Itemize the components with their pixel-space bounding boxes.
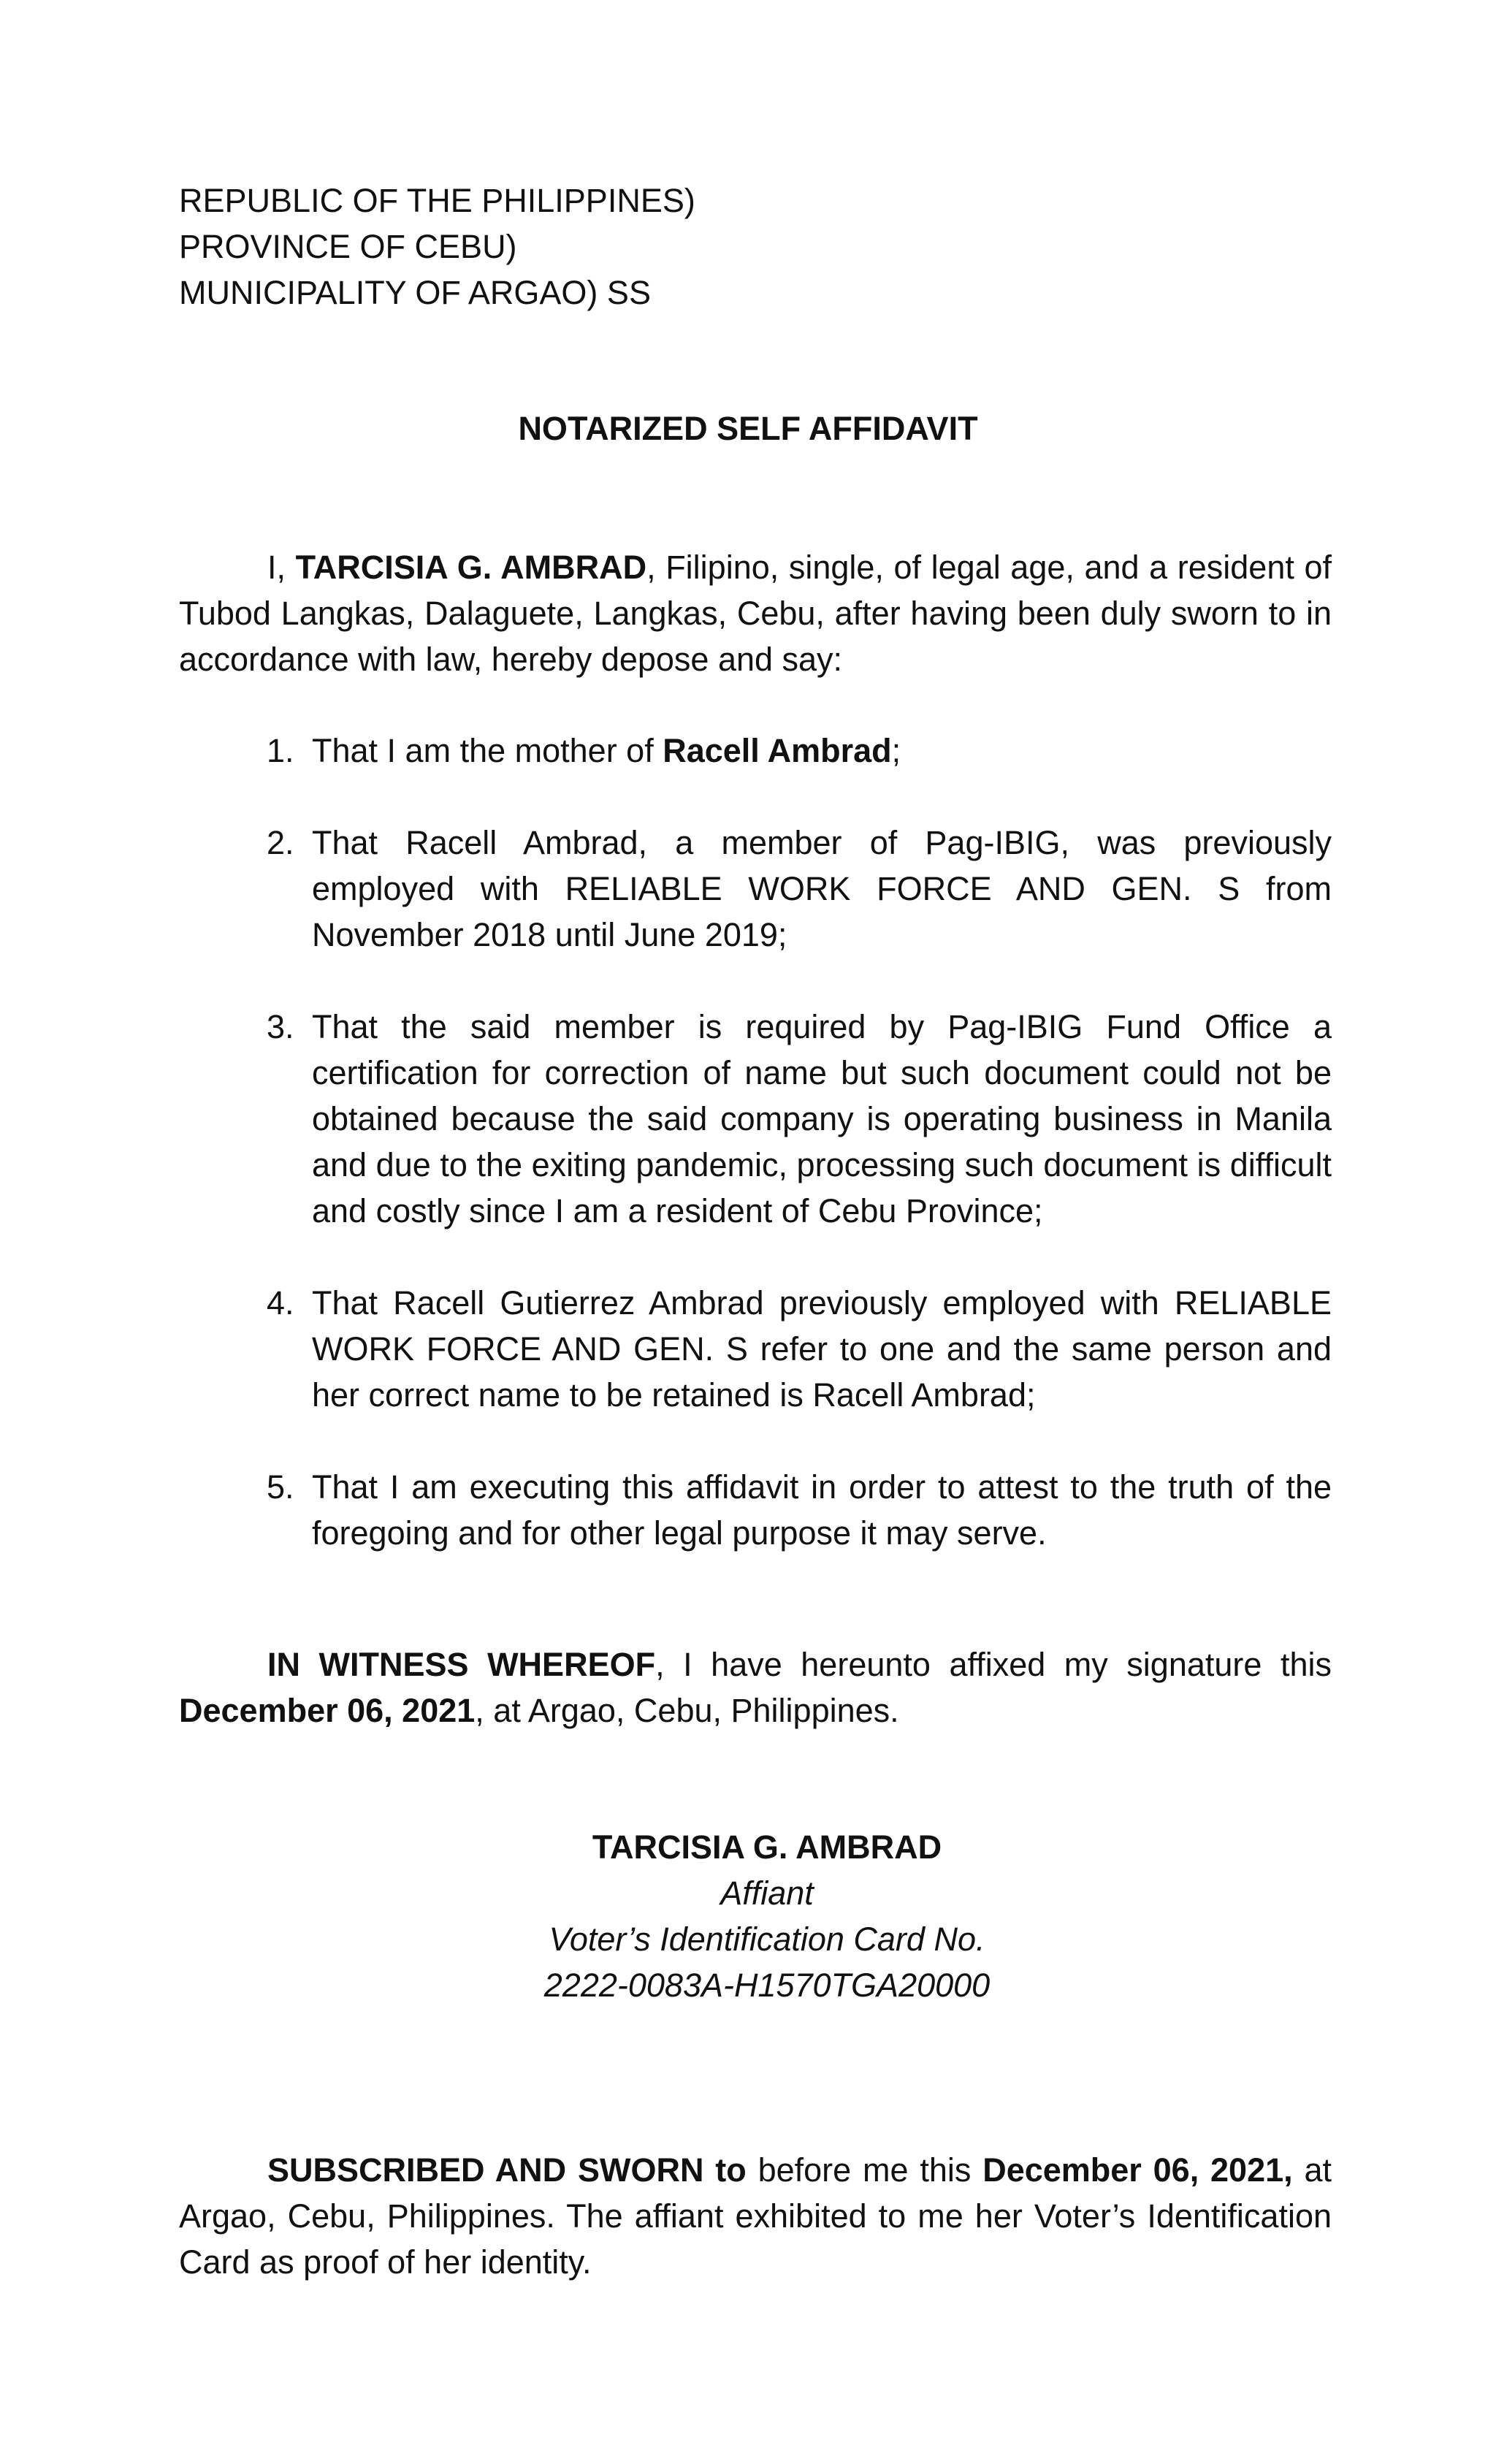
statement-item xyxy=(179,728,1332,774)
statement-number: 5. xyxy=(267,1468,294,1506)
jurat-paragraph xyxy=(179,2147,1332,2285)
venue-line-province: PROVINCE OF CEBU) xyxy=(179,228,517,265)
numbered-statements xyxy=(179,728,1332,1556)
id-label: Voter’s Identification Card No. xyxy=(549,1921,985,1958)
document-title: NOTARIZED SELF AFFIDAVIT xyxy=(518,410,978,447)
statement-text: That I am the mother of xyxy=(312,732,663,769)
statement-text: That I am executing this affidavit in order to attest to the truth of the foregoing and for other legal purpose it may serve. xyxy=(312,1468,1332,1552)
affiant-name: TARCISIA G. AMBRAD xyxy=(592,1828,942,1866)
intro-affiant-name: TARCISIA G. AMBRAD xyxy=(295,549,647,586)
statement-text: That Racell Gutierrez Ambrad previously employed with RELIABLE WORK FORCE AND GEN. S refer to one and the same person and her correct name to be retained is Racell Ambrad; xyxy=(312,1284,1332,1414)
intro-text: , Filipino, single, of legal age, and a resident of Tubod Langkas, Dalaguete, Langkas, Cebu, after having been duly sworn to in accordance with law, hereby depose and say: xyxy=(179,549,1332,678)
statement-number: 1. xyxy=(267,732,294,769)
witness-date: December 06, 2021 xyxy=(179,1692,476,1729)
jurat-lead: SUBSCRIBED AND SWORN to xyxy=(267,2151,747,2189)
venue-header xyxy=(179,178,909,316)
id-number: 2222-0083A-H1570TGA20000 xyxy=(543,1967,991,2004)
venue-line-country: REPUBLIC OF THE PHILIPPINES) xyxy=(179,182,695,219)
statement-number: 2. xyxy=(267,824,294,861)
statement-number: 4. xyxy=(267,1284,294,1321)
statement-text: That Racell Ambrad, a member of Pag-IBIG, was previously employed with RELIABLE WORK FORCE AND GEN. S from November 2018 until June 2019; xyxy=(312,824,1332,953)
statement-number: 3. xyxy=(267,1008,294,1045)
affiant-role: Affiant xyxy=(720,1874,814,1912)
intro-paragraph xyxy=(179,544,1332,682)
venue-line-municipality: MUNICIPALITY OF ARGAO) SS xyxy=(179,274,651,311)
statement-tail: ; xyxy=(891,732,901,769)
jurat-date: December 06, 2021, xyxy=(982,2151,1293,2189)
statement-bold: Racell Ambrad xyxy=(663,732,892,769)
witness-tail: , at Argao, Cebu, Philippines. xyxy=(475,1692,899,1729)
statement-item xyxy=(179,1004,1332,1234)
statement-text: That the said member is required by Pag-IBIG Fund Office a certification for correction of name but such document could not be obtained because the said company is operating business in Manila and due to the exiting pandemic, processing such document is difficult and costly since I am a resident of Cebu Province; xyxy=(312,1008,1332,1229)
jurat-text: before me this xyxy=(746,2151,983,2189)
statement-item xyxy=(179,1280,1332,1418)
witness-paragraph xyxy=(179,1641,1332,1733)
statement-item xyxy=(179,820,1332,958)
intro-lead: I, xyxy=(267,549,296,586)
signature-block xyxy=(511,1824,1023,2008)
jurat-tail: at Argao, Cebu, Philippines. The affiant exhibited to me her Voter’s Identification Card as proof of her identity. xyxy=(179,2151,1332,2281)
witness-text: , I have hereunto affixed my signature this xyxy=(655,1646,1332,1683)
statement-item xyxy=(179,1464,1332,1556)
witness-lead: IN WITNESS WHEREOF xyxy=(267,1646,656,1683)
